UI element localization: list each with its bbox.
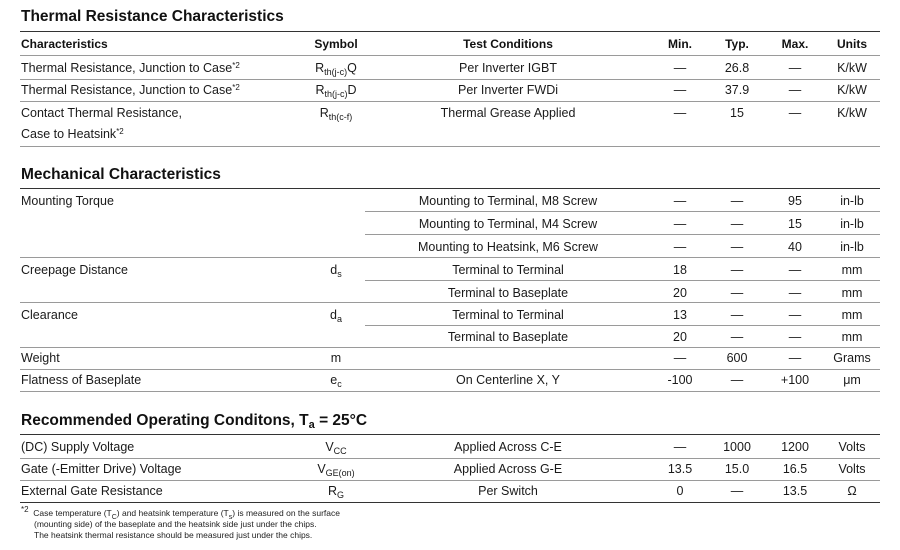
mech-row-min: — (673, 217, 687, 231)
row-divider (365, 211, 880, 212)
mech-row-unit: in-lb (840, 194, 864, 208)
op-row-characteristic: (DC) Supply Voltage (21, 440, 135, 454)
mech-row-symbol: $d_a$ (330, 308, 342, 324)
mech-row-condition: Mounting to Terminal, M8 Screw (418, 194, 598, 208)
op-row-condition: Applied Across C-E (454, 440, 562, 454)
mech-row-typ: — (730, 194, 744, 208)
mech-row-typ: — (730, 373, 744, 387)
row-divider (20, 369, 880, 370)
thermal-row-unit: K/kW (837, 83, 867, 97)
mech-row-typ: — (730, 308, 744, 322)
op-row-min: 13.5 (667, 462, 693, 476)
mech-row-typ: — (730, 286, 744, 300)
mech-row-condition: Terminal to Terminal (452, 263, 564, 277)
op-row-symbol: $R_G$ (327, 484, 345, 500)
operating-section-title: Recommended Operating Conditons, $T_a = 25^\circ C$ (21, 412, 368, 431)
mech-row-symbol: m (330, 351, 342, 365)
op-row-min: — (673, 440, 687, 454)
mechanical-top-rule (20, 188, 880, 189)
row-divider (365, 325, 880, 326)
mech-row-max: — (788, 308, 802, 322)
row-divider (20, 302, 880, 303)
mech-row-typ: 600 (726, 351, 748, 365)
mech-row-max: — (788, 330, 802, 344)
thermal-section-title: Thermal Resistance Characteristics (21, 8, 284, 25)
row-divider (20, 480, 880, 481)
op-row-characteristic: Gate (-Emitter Drive) Voltage (21, 462, 182, 476)
mech-row-min: — (673, 351, 687, 365)
row-divider (20, 458, 880, 459)
mech-row-condition: On Centerline X, Y (456, 373, 560, 387)
op-row-symbol: $V_{CC}$ (325, 440, 347, 456)
header-units: Units (837, 37, 867, 51)
mech-row-max: 95 (788, 194, 802, 208)
mech-row-characteristic: Clearance (21, 308, 78, 322)
mech-row-max: 15 (788, 217, 802, 231)
section-bottom-rule (20, 391, 880, 392)
mech-row-condition: Terminal to Terminal (452, 308, 564, 322)
op-row-unit: Volts (838, 462, 866, 476)
op-row-max: 16.5 (782, 462, 808, 476)
mech-row-unit: μm (843, 373, 861, 387)
thermal-row-min: — (673, 83, 687, 97)
header-symbol: Symbol (314, 37, 358, 51)
thermal-row-max: — (788, 106, 802, 120)
op-row-typ: 15.0 (724, 462, 750, 476)
row-divider (20, 101, 880, 102)
mech-row-unit: Grams (833, 351, 871, 365)
mech-row-unit: in-lb (840, 240, 864, 254)
op-row-condition: Applied Across G-E (453, 462, 563, 476)
op-row-unit: Volts (838, 440, 866, 454)
header-max: Max. (781, 37, 809, 51)
thermal-row-characteristic: Thermal Resistance, Junction to Case$^{*2}$ (21, 61, 240, 75)
mech-row-typ: — (730, 263, 744, 277)
mechanical-section-title: Mechanical Characteristics (21, 166, 221, 183)
mech-row-min: -100 (667, 373, 693, 387)
mech-row-min: 18 (673, 263, 687, 277)
mech-row-min: — (673, 240, 687, 254)
thermal-row-symbol: $R_{th(j-c)}Q$ (315, 61, 357, 77)
thermal-row-unit: K/kW (837, 106, 867, 120)
mech-row-characteristic: Creepage Distance (21, 263, 129, 277)
mech-row-unit: mm (841, 330, 863, 344)
footnote-line1: $^{*2}$ Case temperature $(T_C)$ and heatsink temperature $(T_s)$ is measured on the surface (21, 505, 340, 521)
thermal-row-max: — (788, 83, 802, 97)
op-row-max: 1200 (781, 440, 809, 454)
thermal-row-max: — (788, 61, 802, 75)
thermal-row-condition: Per Inverter IGBT (459, 61, 557, 75)
mech-row-characteristic: Mounting Torque (21, 194, 114, 208)
mech-row-symbol: $e_c$ (330, 373, 342, 389)
thermal-row-characteristic: Contact Thermal Resistance, (21, 106, 182, 120)
thermal-row-characteristic-line2: Case to Heatsink$^{*2}$ (21, 127, 124, 141)
mech-row-symbol: $d_s$ (330, 263, 342, 279)
mech-row-max: — (788, 351, 802, 365)
op-row-typ: 1000 (723, 440, 751, 454)
mech-row-characteristic: Weight (21, 351, 60, 365)
thermal-row-min: — (673, 106, 687, 120)
thermal-row-symbol: $R_{th(j-c)}D$ (315, 83, 357, 99)
mech-row-typ: — (730, 240, 744, 254)
mech-row-condition: Terminal to Baseplate (447, 330, 569, 344)
header-typ: Typ. (725, 37, 749, 51)
row-divider (20, 257, 880, 258)
row-divider (20, 347, 880, 348)
thermal-row-symbol: $R_{th(c-f)}$ (319, 106, 353, 122)
mech-row-max: +100 (780, 373, 810, 387)
section-bottom-rule (20, 146, 880, 147)
thermal-row-typ: 37.9 (724, 83, 750, 97)
op-row-unit: Ω (847, 484, 857, 498)
footnote-line3: The heatsink thermal resistance should be measured just under the chips. (34, 530, 313, 540)
op-row-symbol: $V_{GE(on)}$ (317, 462, 355, 478)
thermal-row-typ: 15 (730, 106, 744, 120)
op-row-min: 0 (676, 484, 684, 498)
mech-row-min: 20 (673, 330, 687, 344)
op-row-max: 13.5 (782, 484, 808, 498)
thermal-top-rule (20, 31, 880, 32)
row-divider (365, 234, 880, 235)
op-row-condition: Per Switch (478, 484, 538, 498)
mech-row-typ: — (730, 217, 744, 231)
thermal-row-unit: K/kW (837, 61, 867, 75)
thermal-row-condition: Thermal Grease Applied (440, 106, 576, 120)
mech-row-max: — (788, 286, 802, 300)
header-test-conditions: Test Conditions (463, 37, 553, 51)
table-bottom-rule (20, 502, 880, 503)
thermal-row-min: — (673, 61, 687, 75)
row-divider (365, 280, 880, 281)
thermal-row-characteristic: Thermal Resistance, Junction to Case$^{*2}$ (21, 83, 240, 97)
mech-row-max: — (788, 263, 802, 277)
operating-top-rule (20, 434, 880, 435)
mech-row-min: — (673, 194, 687, 208)
mech-row-unit: in-lb (840, 217, 864, 231)
mech-row-condition: Terminal to Baseplate (447, 286, 569, 300)
mech-row-typ: — (730, 330, 744, 344)
header-characteristics: Characteristics (21, 37, 108, 51)
mech-row-condition: Mounting to Terminal, M4 Screw (418, 217, 598, 231)
row-divider (20, 79, 880, 80)
op-row-typ: — (730, 484, 744, 498)
mech-row-max: 40 (788, 240, 802, 254)
mech-row-characteristic: Flatness of Baseplate (21, 373, 142, 387)
thermal-row-typ: 26.8 (724, 61, 750, 75)
mech-row-unit: mm (841, 308, 863, 322)
mech-row-unit: mm (841, 263, 863, 277)
header-min: Min. (668, 37, 692, 51)
mech-row-condition: Mounting to Heatsink, M6 Screw (418, 240, 598, 254)
footnote-line2: (mounting side) of the baseplate and the heatsink side just under the chips. (34, 519, 317, 529)
thermal-header-rule (20, 55, 880, 56)
mech-row-min: 13 (673, 308, 687, 322)
thermal-row-condition: Per Inverter FWDi (457, 83, 559, 97)
mech-row-unit: mm (841, 286, 863, 300)
mech-row-min: 20 (673, 286, 687, 300)
op-row-characteristic: External Gate Resistance (21, 484, 163, 498)
